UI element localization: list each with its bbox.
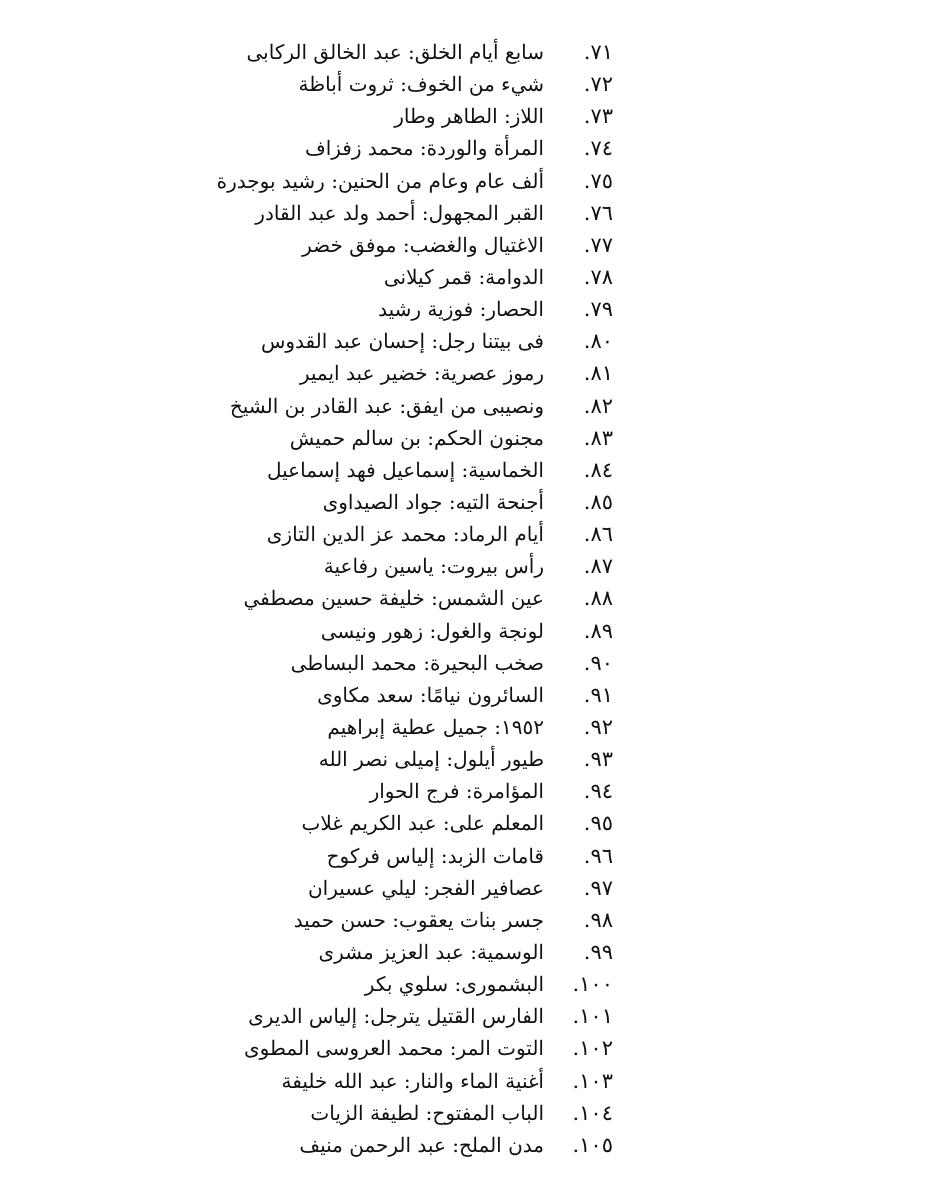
item-number: ١٠١. <box>572 1004 613 1029</box>
list-item <box>0 1097 931 1129</box>
item-title-author: الاغتيال والغضب: موفق خضر <box>302 232 544 257</box>
item-number: ٨٩. <box>583 618 613 643</box>
list-item <box>0 325 931 357</box>
item-title-author: عصافير الفجر: ليلي عسيران <box>307 875 544 900</box>
item-number: ٩٩. <box>583 939 613 964</box>
list-item <box>0 132 931 164</box>
item-number: ٨٨. <box>583 586 613 611</box>
list-item <box>0 936 931 968</box>
item-number: ٩٠. <box>583 650 613 675</box>
item-title-author: المرأة والوردة: محمد زفزاف <box>304 136 544 161</box>
item-title-author: قامات الزبد: إلياس فركوح <box>326 843 544 868</box>
item-title-author: المعلم على: عبد الكريم غلاب <box>301 811 544 836</box>
item-number: ٧٦. <box>583 200 613 225</box>
list-item <box>0 550 931 582</box>
item-title-author: الوسمية: عبد العزيز مشرى <box>318 939 544 964</box>
list-item <box>0 582 931 614</box>
list-item <box>0 68 931 100</box>
list-item <box>0 357 931 389</box>
item-number: ٨١. <box>583 361 613 386</box>
item-number: ٨٢. <box>583 393 613 418</box>
item-title-author: الدوامة: قمر كيلانى <box>383 264 544 289</box>
item-number: ٧٢. <box>583 72 613 97</box>
item-title-author: طيور أيلول: إميلى نصر الله <box>318 747 544 772</box>
item-number: ٨٥. <box>583 489 613 514</box>
novel-list <box>0 36 931 1161</box>
item-number: ٧٩. <box>583 297 613 322</box>
item-number: ٨٦. <box>583 522 613 547</box>
list-item <box>0 293 931 325</box>
item-number: ١٠٢. <box>572 1036 613 1061</box>
list-item <box>0 229 931 261</box>
item-number: ٧٥. <box>583 168 613 193</box>
list-item <box>0 1032 931 1064</box>
item-number: ٧٣. <box>583 104 613 129</box>
list-item <box>0 904 931 936</box>
list-item <box>0 807 931 839</box>
item-title-author: سابع أيام الخلق: عبد الخالق الركابى <box>246 40 544 64</box>
list-item <box>0 1065 931 1097</box>
list-item <box>0 679 931 711</box>
list-item <box>0 1129 931 1161</box>
item-title-author: الفارس القتيل يترجل: إلياس الديرى <box>248 1004 544 1029</box>
list-item <box>0 968 931 1000</box>
list-item <box>0 872 931 904</box>
item-title-author: ١٩٥٢: جميل عطية إبراهيم <box>327 714 544 739</box>
item-number: ٧١. <box>583 40 613 64</box>
item-number: ٨٠. <box>583 329 613 354</box>
list-item <box>0 197 931 229</box>
item-title-author: السائرون نيامًا: سعد مكاوى <box>317 682 544 707</box>
item-title-author: التوت المر: محمد العروسى المطوى <box>244 1036 544 1061</box>
list-item <box>0 840 931 872</box>
item-number: ١٠٥. <box>572 1132 613 1157</box>
item-number: ٨٧. <box>583 554 613 579</box>
item-title-author: اللاز: الطاهر وطار <box>394 104 544 129</box>
item-title-author: شيء من الخوف: ثروت أباظة <box>298 72 544 97</box>
list-item <box>0 1000 931 1032</box>
item-title-author: رأس بيروت: ياسين رفاعية <box>323 554 544 579</box>
item-number: ١٠٣. <box>572 1068 613 1093</box>
list-item <box>0 711 931 743</box>
list-item <box>0 454 931 486</box>
item-title-author: الحصار: فوزية رشيد <box>378 297 544 322</box>
item-title-author: القبر المجهول: أحمد ولد عبد القادر <box>255 200 544 225</box>
item-number: ٩٨. <box>583 907 613 932</box>
item-title-author: فى بيتنا رجل: إحسان عبد القدوس <box>260 329 544 354</box>
item-number: ٩٥. <box>583 811 613 836</box>
item-title-author: أغنية الماء والنار: عبد الله خليفة <box>281 1068 544 1093</box>
item-title-author: مدن الملح: عبد الرحمن منيف <box>299 1132 544 1157</box>
list-item <box>0 518 931 550</box>
list-item <box>0 486 931 518</box>
list-item <box>0 422 931 454</box>
list-item <box>0 390 931 422</box>
item-title-author: رموز عصرية: خضير عبد ايمير <box>299 361 544 386</box>
item-number: ٩١. <box>583 682 613 707</box>
item-number: ٩٢. <box>583 714 613 739</box>
item-number: ٧٨. <box>583 264 613 289</box>
list-item <box>0 743 931 775</box>
item-title-author: جسر بنات يعقوب: حسن حميد <box>293 907 544 932</box>
item-title-author: عين الشمس: خليفة حسين مصطفي <box>243 586 544 611</box>
item-number: ٧٤. <box>583 136 613 161</box>
item-title-author: مجنون الحكم: بن سالم حميش <box>289 425 544 450</box>
item-title-author: لونجة والغول: زهور ونيسى <box>320 618 544 643</box>
item-title-author: ونصيبى من ايفق: عبد القادر بن الشيخ <box>229 393 544 418</box>
item-title-author: صخب البحيرة: محمد البساطى <box>290 650 544 675</box>
list-item <box>0 165 931 197</box>
item-number: ٧٧. <box>583 232 613 257</box>
item-number: ١٠٠. <box>572 972 613 997</box>
list-item <box>0 775 931 807</box>
item-title-author: الباب المفتوح: لطيفة الزيات <box>310 1100 544 1125</box>
item-number: ٩٣. <box>583 747 613 772</box>
item-title-author: أيام الرماد: محمد عز الدين التازى <box>266 522 544 547</box>
list-item <box>0 100 931 132</box>
item-title-author: الخماسية: إسماعيل فهد إسماعيل <box>267 457 544 482</box>
list-item <box>0 36 931 68</box>
item-title-author: المؤامرة: فرج الحوار <box>369 779 544 804</box>
item-title-author: أجنحة التيه: جواد الصيداوى <box>322 489 544 514</box>
item-number: ٩٦. <box>583 843 613 868</box>
item-number: ٨٤. <box>583 457 613 482</box>
list-item <box>0 615 931 647</box>
item-title-author: ألف عام وعام من الحنين: رشيد بوجدرة <box>216 168 544 193</box>
item-title-author: البشمورى: سلوي بكر <box>364 972 544 997</box>
item-number: ٨٣. <box>583 425 613 450</box>
list-item <box>0 647 931 679</box>
item-number: ١٠٤. <box>572 1100 613 1125</box>
item-number: ٩٧. <box>583 875 613 900</box>
list-item <box>0 261 931 293</box>
item-number: ٩٤. <box>583 779 613 804</box>
